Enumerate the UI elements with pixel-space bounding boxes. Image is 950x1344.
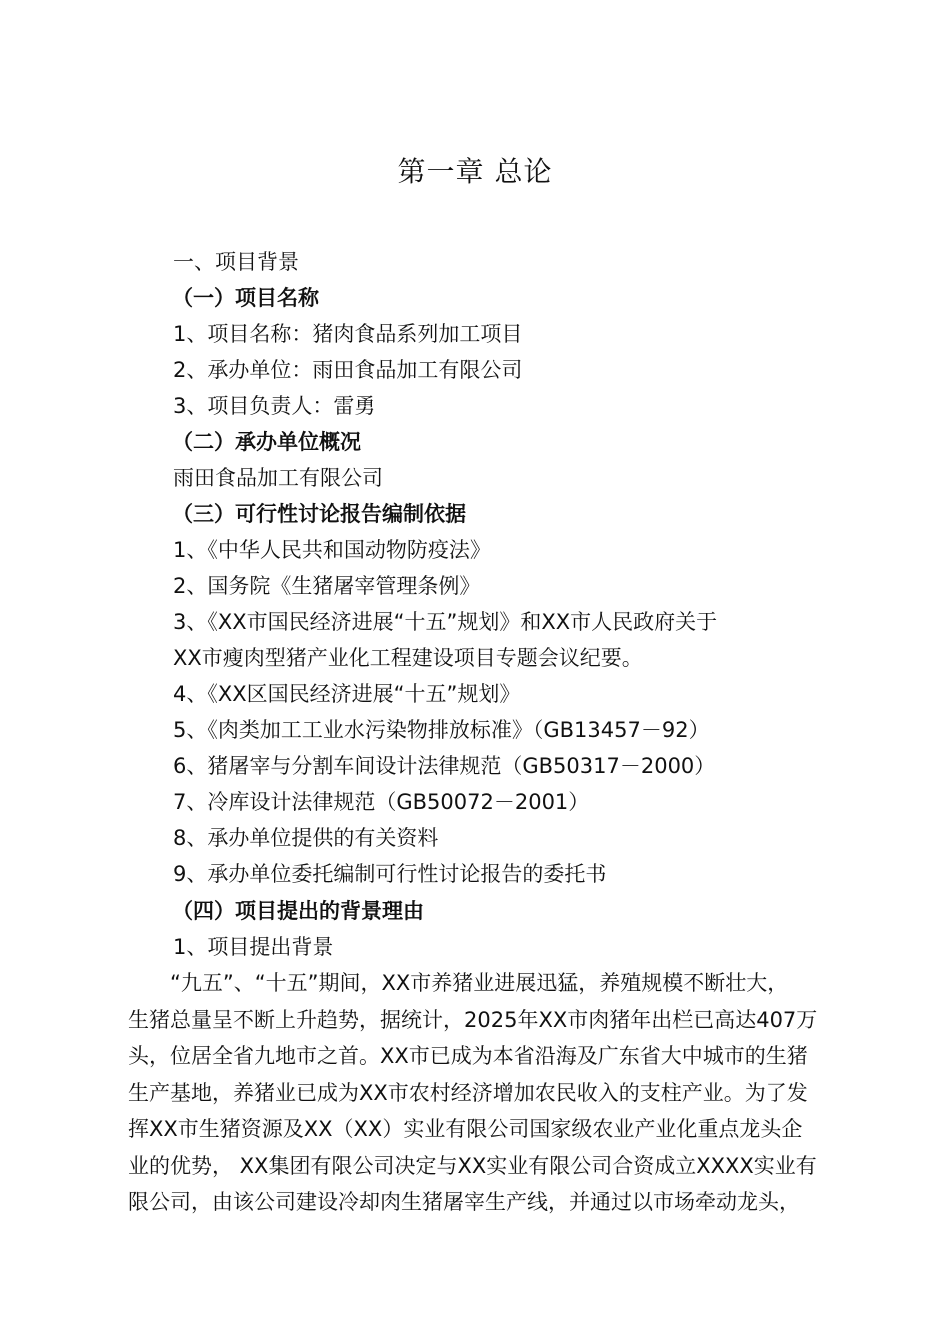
body-paragraph [128, 965, 868, 1221]
list-item: 4、《XX区国民经济进展“十五”规划》 [173, 682, 521, 706]
paragraph-line: 挥XX市生猪资源及XX（XX）实业有限公司国家级农业产业化重点龙头企 [128, 1117, 803, 1141]
list-item: 2、承办单位：雨田食品加工有限公司 [173, 358, 523, 382]
paragraph-line: 业的优势， XX集团有限公司决定与XX实业有限公司合资成立XXXX实业有 [128, 1153, 817, 1178]
paragraph-line: 限公司，由该公司建设冷却肉生猪屠宰生产线，并通过以市场牵动龙头， [128, 1190, 800, 1214]
list-item: 3、项目负责人：雷勇 [173, 394, 376, 418]
paragraph-line: 生猪总量呈不断上升趋势，据统计，2025年XX市肉猪年出栏已高达407万 [128, 1007, 818, 1032]
subsection-heading-project-name: （一）项目名称 [172, 286, 319, 310]
list-item: 1、《中华人民共和国动物防疫法》 [173, 538, 491, 562]
list-item: 2、国务院《生猪屠宰管理条例》 [173, 574, 481, 598]
paragraph-line: “九五”、“十五”期间，XX市养猪业进展迅猛，养殖规模不断壮大， [170, 971, 789, 995]
list-item: 8、承办单位提供的有关资料 [173, 826, 439, 850]
list-item: 1、项目名称：猪肉食品系列加工项目 [173, 322, 523, 346]
paragraph-line: 生产基地，养猪业已成为XX市农村经济增加农民收入的支柱产业。为了发 [128, 1080, 808, 1105]
paragraph-line: 头，位居全省九地市之首。XX市已成为本省沿海及广东省大中城市的生猪 [128, 1044, 808, 1068]
subsection-heading-background: （四）项目提出的背景理由 [172, 899, 424, 923]
subsection-heading-basis: （三）可行性讨论报告编制依据 [172, 502, 466, 526]
list-item: 1、项目提出背景 [173, 935, 334, 959]
list-item: 3、《XX市国民经济进展“十五”规划》和XX市人民政府关于 [173, 610, 718, 634]
organizer-name: 雨田食品加工有限公司 [173, 466, 383, 490]
list-item: 7、冷库设计法律规范（GB50072－2001） [173, 790, 590, 814]
list-item-continuation: XX市瘦肉型猪产业化工程建设项目专题会议纪要。 [173, 646, 643, 670]
list-item: 5、《肉类加工工业水污染物排放标准》（GB13457－92） [173, 718, 710, 742]
list-item: 6、猪屠宰与分割车间设计法律规范（GB50317－2000） [173, 754, 716, 778]
chapter-title: 第一章 总论 [397, 155, 553, 188]
section-heading: 一、项目背景 [173, 250, 299, 274]
list-item: 9、承办单位委托编制可行性讨论报告的委托书 [173, 862, 607, 886]
subsection-heading-organizer: （二）承办单位概况 [172, 430, 361, 454]
